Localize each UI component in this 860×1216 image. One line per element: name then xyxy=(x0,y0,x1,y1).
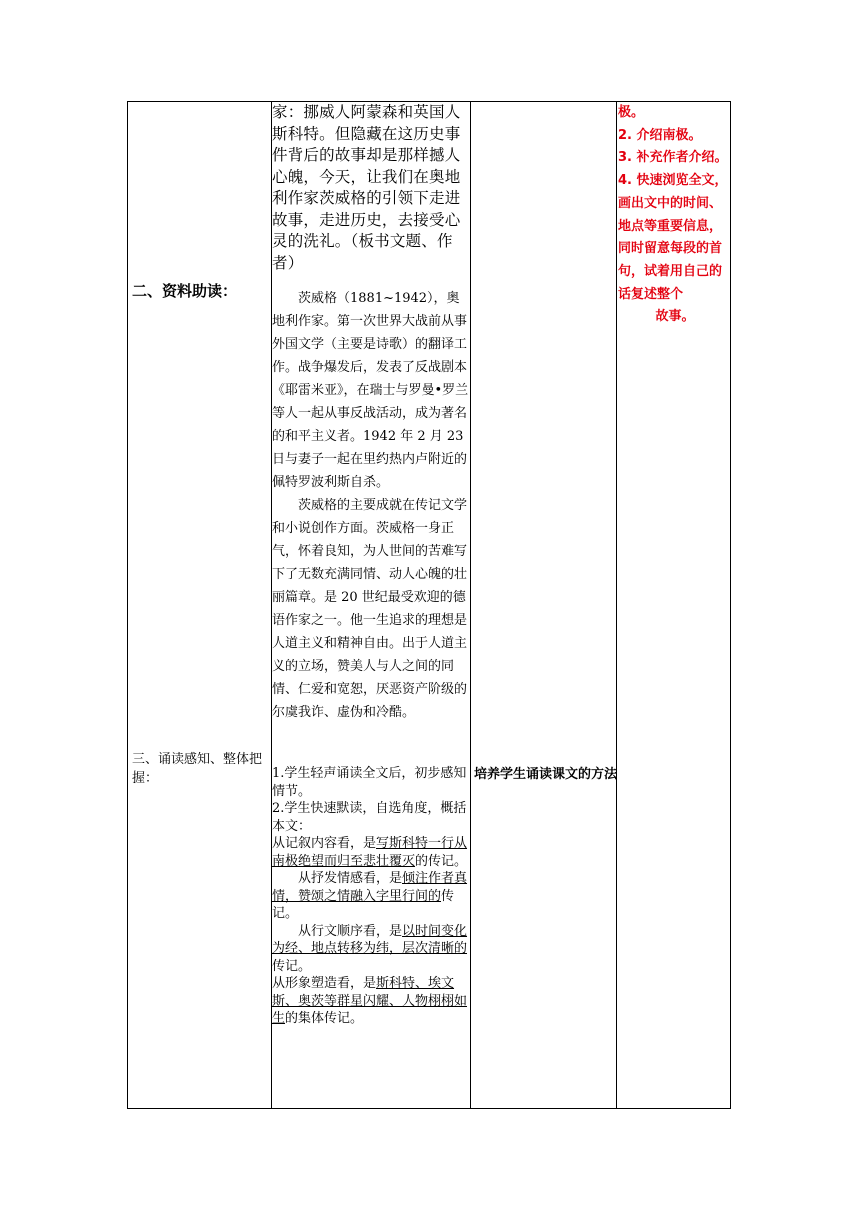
teaching-content xyxy=(272,102,470,1028)
summary-suffix: 传记。 xyxy=(272,958,312,974)
summary-prefix: 从行文顺序看，是 xyxy=(298,923,403,939)
summary-underlined: 以时间变化为经、地点转移为纬，层次清晰的 xyxy=(272,923,468,956)
intro-paragraph: 家：挪威人阿蒙森和英国人斯科特。但隐藏在这历史事件背后的故事却是那样撼人心魄，今天，让我们在奥地利作家茨威格的引领下走进故事，走进历史，去接受心灵的洗礼。（板书文题、作者） xyxy=(272,103,461,272)
activity-line: 4. 快速浏览全文，画出文中的时间、地点等重要信息，同时留意每段的首句，试着用自己的话复述整个 xyxy=(618,173,728,302)
column-divider xyxy=(470,102,471,1108)
summary-characters xyxy=(272,975,470,1028)
summary-prefix: 从形象塑造看，是 xyxy=(272,976,377,991)
author-achievement-paragraph: 茨威格的主要成就在传记文学和小说创作方面。茨威格一身正气，怀着良知，为人世间的苦难写下了无数充满同情、动人心魄的壮丽篇章。是 20 世纪最受欢迎的德语作家之一。他一生追求的理想是人道主义和精神自由。出于人道主义的立场，赞美人与人之间的同情、仁爱和宽恕，厌恶资产阶级的尔虞我诈、虚伪和冷酷。 xyxy=(272,498,468,720)
summary-order xyxy=(272,923,470,976)
author-bio-paragraph: 茨威格（1881~1942），奥地利作家。第一次世界大战前从事外国文学（主要是诗歌）的翻译工作。战争爆发后，发表了反战剧本《耶雷米亚》，在瑞士与罗曼•罗兰等人一起从事反战活动，成为著名的和平主义者。1942 年 2 月 23 日与妻子一起在里约热内卢附近的佩特罗波利斯自杀。 xyxy=(272,291,469,490)
summary-underlined: 写斯科特一行从南极绝望而归至悲壮覆灭 xyxy=(272,836,468,869)
section-heading-reading: 三、诵读感知、整体把握： xyxy=(132,752,263,786)
summary-emotion xyxy=(272,870,470,923)
summary-prefix: 从记叙内容看，是 xyxy=(272,836,377,851)
activity-line: 2. 介绍南极。 xyxy=(618,127,702,143)
summary-underlined: 斯科特、埃文斯、奥茨等群星闪耀、人物栩栩如生 xyxy=(272,976,468,1026)
student-activities xyxy=(618,102,732,329)
step-2: 2.学生快速默读，自选角度，概括本文： xyxy=(272,801,467,834)
summary-underlined: 倾注作者真情，赞颂之情融入字里行间的 xyxy=(272,871,468,904)
step-1: 1.学生轻声诵读全文后，初步感知情节。 xyxy=(272,766,467,799)
summary-prefix: 从抒发情感看，是 xyxy=(298,871,403,886)
summary-suffix: 的集体传记。 xyxy=(285,1011,364,1026)
activity-line: 3. 补充作者介绍。 xyxy=(618,150,728,166)
lesson-plan-table xyxy=(127,101,731,1109)
reading-steps xyxy=(272,765,470,1028)
summary-suffix: 的传记。 xyxy=(415,853,468,869)
summary-content xyxy=(272,835,470,870)
section-heading-materials: 二、资料助读： xyxy=(132,282,238,300)
design-purpose: 培养学生诵读课文的方法 xyxy=(474,767,618,782)
summary-suffix: 传记。 xyxy=(272,888,455,921)
activity-line: 极。 xyxy=(618,105,645,120)
column-divider xyxy=(616,102,617,1108)
activity-line: 故事。 xyxy=(655,309,695,325)
